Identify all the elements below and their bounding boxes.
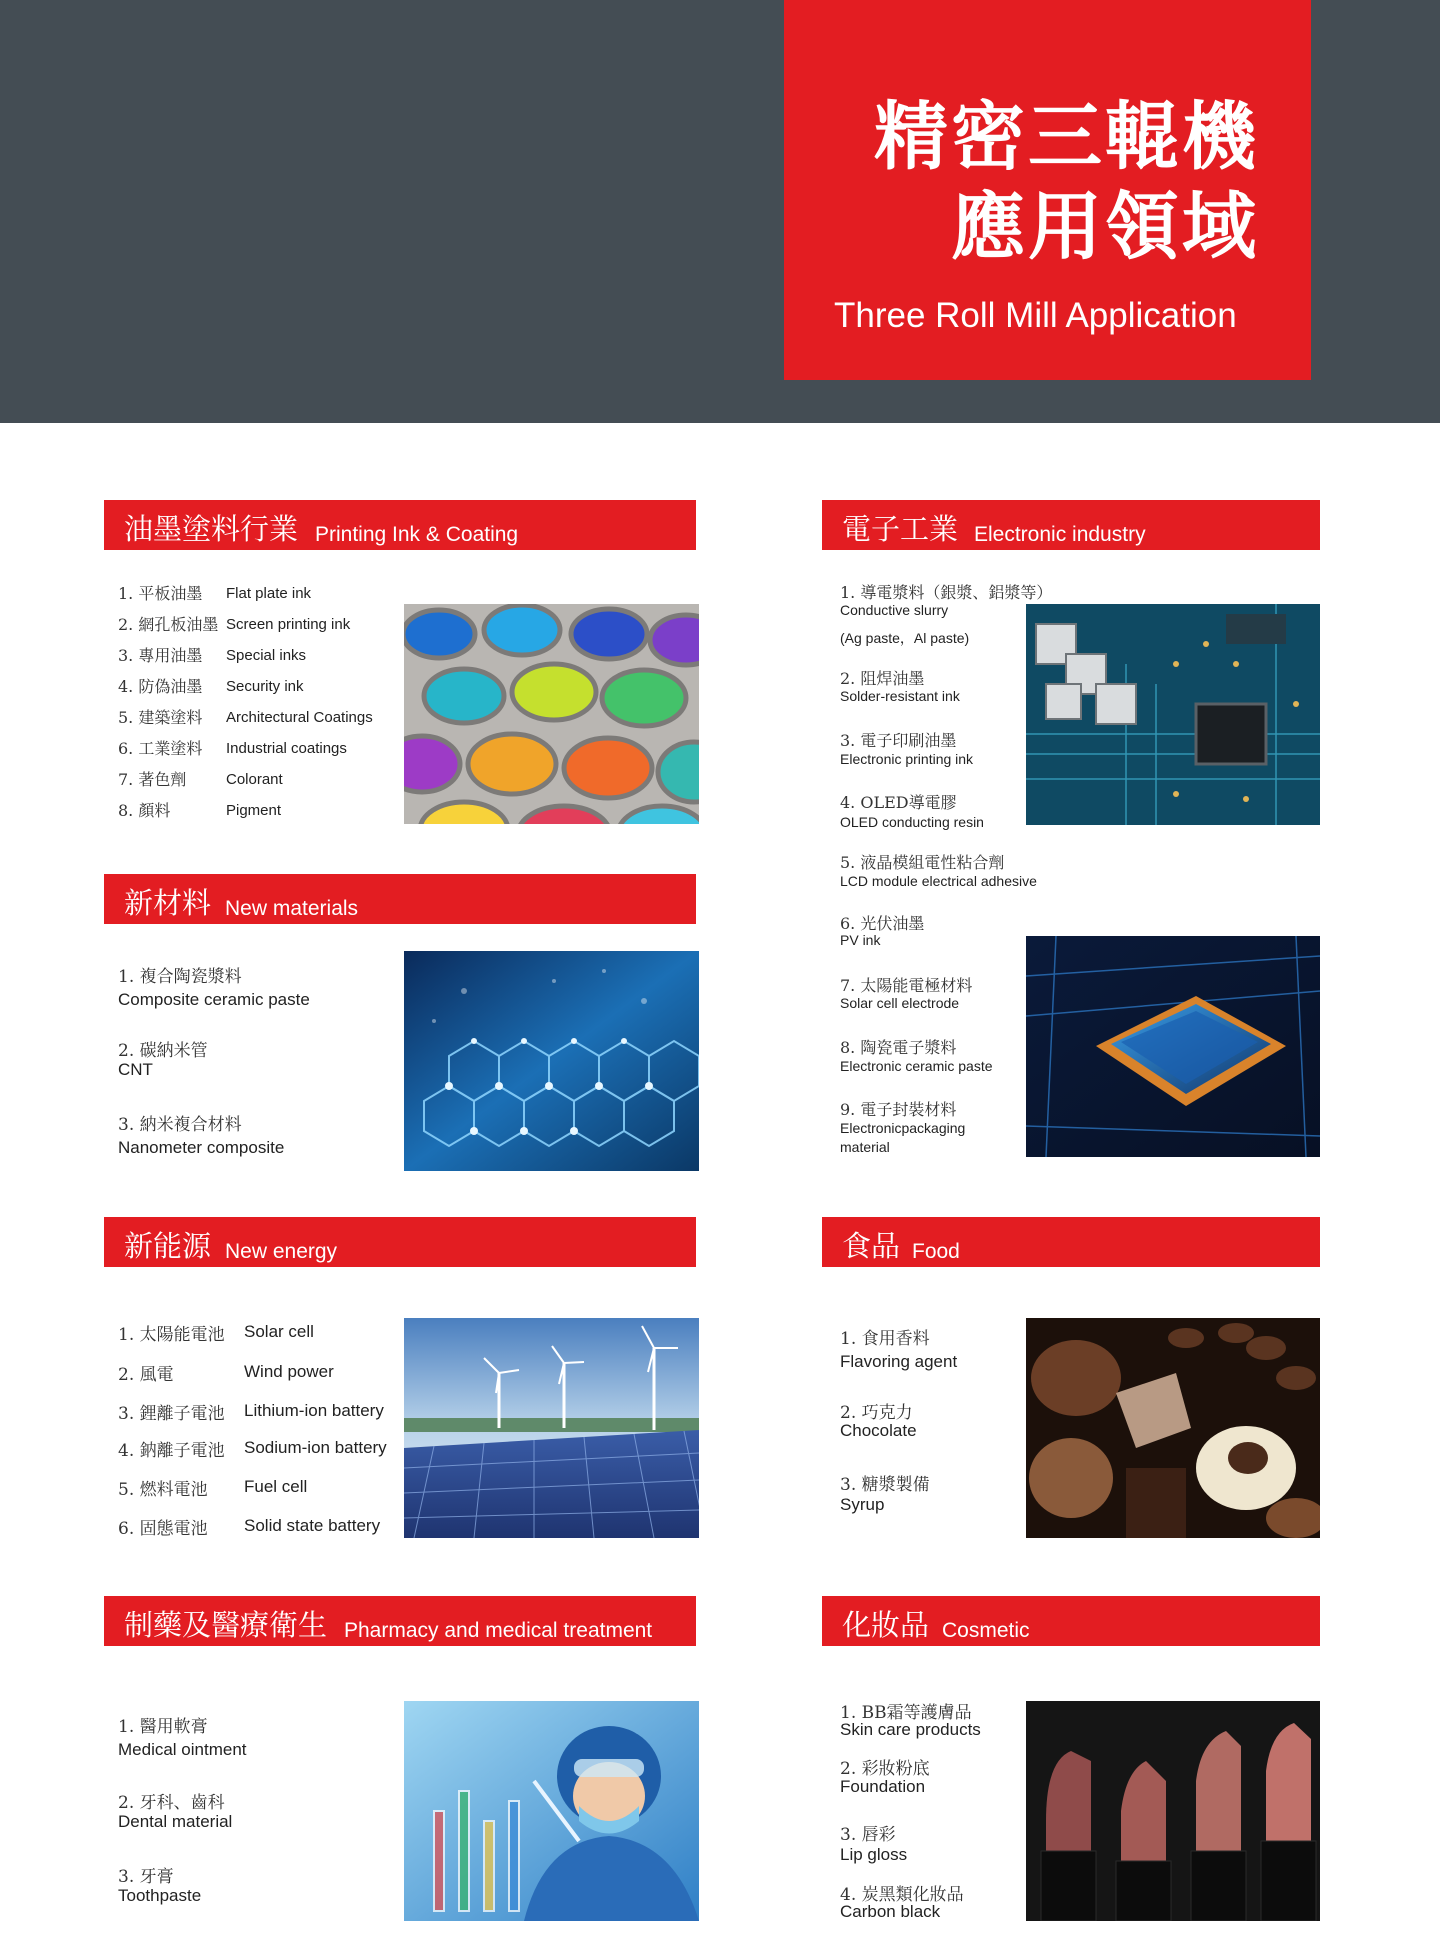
- list-item-zh: 1. 複合陶瓷漿料: [118, 967, 242, 987]
- list-item-en: Pigment: [226, 802, 282, 819]
- solar-wind-image: [404, 1318, 699, 1538]
- list-item-zh: 5. 燃料電池: [118, 1480, 208, 1500]
- list-item-en-cont: material: [840, 1139, 890, 1155]
- nano-structure-image: [404, 951, 699, 1171]
- list-item-zh: 7. 著色劑: [118, 770, 187, 789]
- lipstick-image: [1026, 1701, 1320, 1921]
- list-item-en: Carbon black: [840, 1902, 941, 1921]
- list-item-zh: 2. 網孔板油墨: [118, 615, 219, 634]
- list-item-en: LCD module electrical adhesive: [840, 873, 1037, 889]
- list-item-en: Electronic printing ink: [840, 751, 974, 767]
- section-title-en: Cosmetic: [942, 1619, 1030, 1642]
- list-item-en: Solid state battery: [244, 1516, 381, 1535]
- section-bar-materials: [104, 874, 696, 924]
- lab-scientist-image: [404, 1701, 699, 1921]
- section-title-zh: 食品: [842, 1229, 901, 1263]
- list-item-zh: 3. 唇彩: [840, 1825, 896, 1845]
- list-item-zh: 2. 碳納米管: [118, 1041, 208, 1061]
- list-item-en: Skin care products: [840, 1720, 981, 1739]
- list-item-zh: 2. 牙科、齒科: [118, 1793, 225, 1813]
- section-bar-electronic: [822, 500, 1320, 550]
- list-item-en: Electronicpackaging: [840, 1120, 966, 1136]
- title-chinese: [874, 92, 1259, 272]
- list-item-en: Nanometer composite: [118, 1138, 285, 1157]
- list-item-zh: 4. OLED導電膠: [840, 793, 957, 812]
- title-zh-line2: 應用領域: [951, 184, 1259, 270]
- list-item-zh: 5. 液晶模組電性粘合劑: [840, 853, 1005, 872]
- list-item-zh: 2. 彩妝粉底: [840, 1759, 930, 1779]
- list-item-zh: 3. 電子印刷油墨: [840, 731, 957, 750]
- list-item-zh: 3. 專用油墨: [118, 646, 203, 665]
- list-item-zh: 1. 導電漿料（銀漿、鋁漿等）: [840, 583, 1053, 602]
- list-item-en: Electronic ceramic paste: [840, 1058, 993, 1074]
- list-item-en: Dental material: [118, 1812, 233, 1831]
- list-item-en: Lip gloss: [840, 1845, 908, 1864]
- list-item-zh: 9. 電子封裝材料: [840, 1100, 957, 1119]
- list-item-zh: 3. 糖漿製備: [840, 1475, 930, 1495]
- microchip-image: [1026, 936, 1320, 1157]
- section-bar-cosmetic: [822, 1596, 1320, 1646]
- list-item-en: Wind power: [244, 1362, 334, 1381]
- list-item-en: Lithium-ion battery: [244, 1401, 384, 1420]
- section-title-zh: 新能源: [124, 1229, 212, 1263]
- list-item-zh: 1. BB霜等護膚品: [840, 1703, 972, 1723]
- list-item-zh: 6. 光伏油墨: [840, 914, 925, 933]
- section-title-zh: 化妝品: [842, 1608, 930, 1642]
- section-title-en: Printing Ink & Coating: [315, 523, 519, 546]
- list-item-en: Chocolate: [840, 1421, 917, 1440]
- list-item-zh: 8. 顏料: [118, 801, 171, 820]
- title-zh-line1: 精密三輥機: [874, 94, 1259, 180]
- list-item-en: Medical ointment: [118, 1740, 247, 1759]
- list-item-zh: 8. 陶瓷電子漿料: [840, 1038, 957, 1057]
- list-item-zh: 7. 太陽能電極材料: [840, 976, 973, 995]
- section-title-en: Food: [912, 1240, 960, 1263]
- list-item-en: CNT: [118, 1060, 153, 1079]
- list-item-zh: 2. 風電: [118, 1365, 174, 1385]
- list-item-zh: 3. 鋰離子電池: [118, 1404, 225, 1424]
- list-item-zh: 6. 工業塗料: [118, 739, 203, 758]
- title-box: [784, 0, 1311, 380]
- list-item-en: Solder-resistant ink: [840, 688, 960, 704]
- list-item-en: OLED conducting resin: [840, 814, 984, 830]
- list-item-zh: 1. 平板油墨: [118, 584, 203, 603]
- list-item-zh: 1. 醫用軟膏: [118, 1717, 208, 1737]
- list-item-en: Flat plate ink: [226, 585, 312, 602]
- chocolate-image: [1026, 1318, 1320, 1538]
- list-item-en: Fuel cell: [244, 1477, 308, 1496]
- list-item-en: Screen printing ink: [226, 616, 351, 633]
- list-item-zh: 5. 建築塗料: [118, 708, 203, 727]
- section-title-en: Electronic industry: [974, 523, 1146, 546]
- list-item-en: Special inks: [226, 647, 307, 664]
- list-item-en: Sodium-ion battery: [244, 1438, 387, 1457]
- section-title-zh: 新材料: [124, 886, 212, 920]
- section-title-en: New materials: [225, 897, 359, 920]
- section-bar-food: [822, 1217, 1320, 1267]
- section-title-zh: 油墨塗料行業: [124, 512, 299, 546]
- list-item-en: Syrup: [840, 1495, 885, 1514]
- section-title-zh: 制藥及醫療衛生: [124, 1608, 328, 1642]
- section-bar-ink: [104, 500, 696, 550]
- list-item-en: Architectural Coatings: [226, 709, 373, 726]
- list-item-zh: 4. 防偽油墨: [118, 677, 203, 696]
- list-item-zh: 3. 牙膏: [118, 1867, 174, 1887]
- section-title-en: New energy: [225, 1240, 338, 1263]
- list-item-en: Flavoring agent: [840, 1352, 958, 1371]
- list-item-en: Security ink: [226, 678, 304, 695]
- paint-cans-image: [404, 604, 699, 824]
- list-item-zh: 1. 食用香料: [840, 1329, 930, 1349]
- section-title-en: Pharmacy and medical treatment: [344, 1619, 653, 1642]
- section-bar-energy: [104, 1217, 696, 1267]
- section-bar-pharmacy: [104, 1596, 696, 1646]
- title-english: Three Roll Mill Application: [834, 296, 1237, 335]
- list-item-zh: 4. 鈉離子電池: [118, 1441, 225, 1461]
- list-item-en-cont: (Ag paste，Al paste): [840, 630, 970, 646]
- list-item-zh: 1. 太陽能電池: [118, 1325, 225, 1345]
- list-item-en: Conductive slurry: [840, 602, 949, 618]
- list-item-zh: 4. 炭黑類化妝品: [840, 1885, 964, 1905]
- list-item-en: Toothpaste: [118, 1886, 202, 1905]
- list-item-zh: 6. 固態電池: [118, 1519, 208, 1539]
- list-item-en: Foundation: [840, 1777, 926, 1796]
- list-item-en: Solar cell: [244, 1322, 314, 1341]
- list-item-en: Colorant: [226, 771, 283, 788]
- section-title-zh: 電子工業: [842, 512, 959, 546]
- list-item-en: Solar cell electrode: [840, 995, 960, 1011]
- list-item-en: Industrial coatings: [226, 740, 347, 757]
- list-item-zh: 3. 納米複合材料: [118, 1115, 242, 1135]
- list-item-en: Composite ceramic paste: [118, 990, 310, 1009]
- list-item-zh: 2. 巧克力: [840, 1403, 913, 1423]
- list-item-en: PV ink: [840, 932, 881, 948]
- list-item-zh: 2. 阻焊油墨: [840, 669, 925, 688]
- circuit-board-image: [1026, 604, 1320, 825]
